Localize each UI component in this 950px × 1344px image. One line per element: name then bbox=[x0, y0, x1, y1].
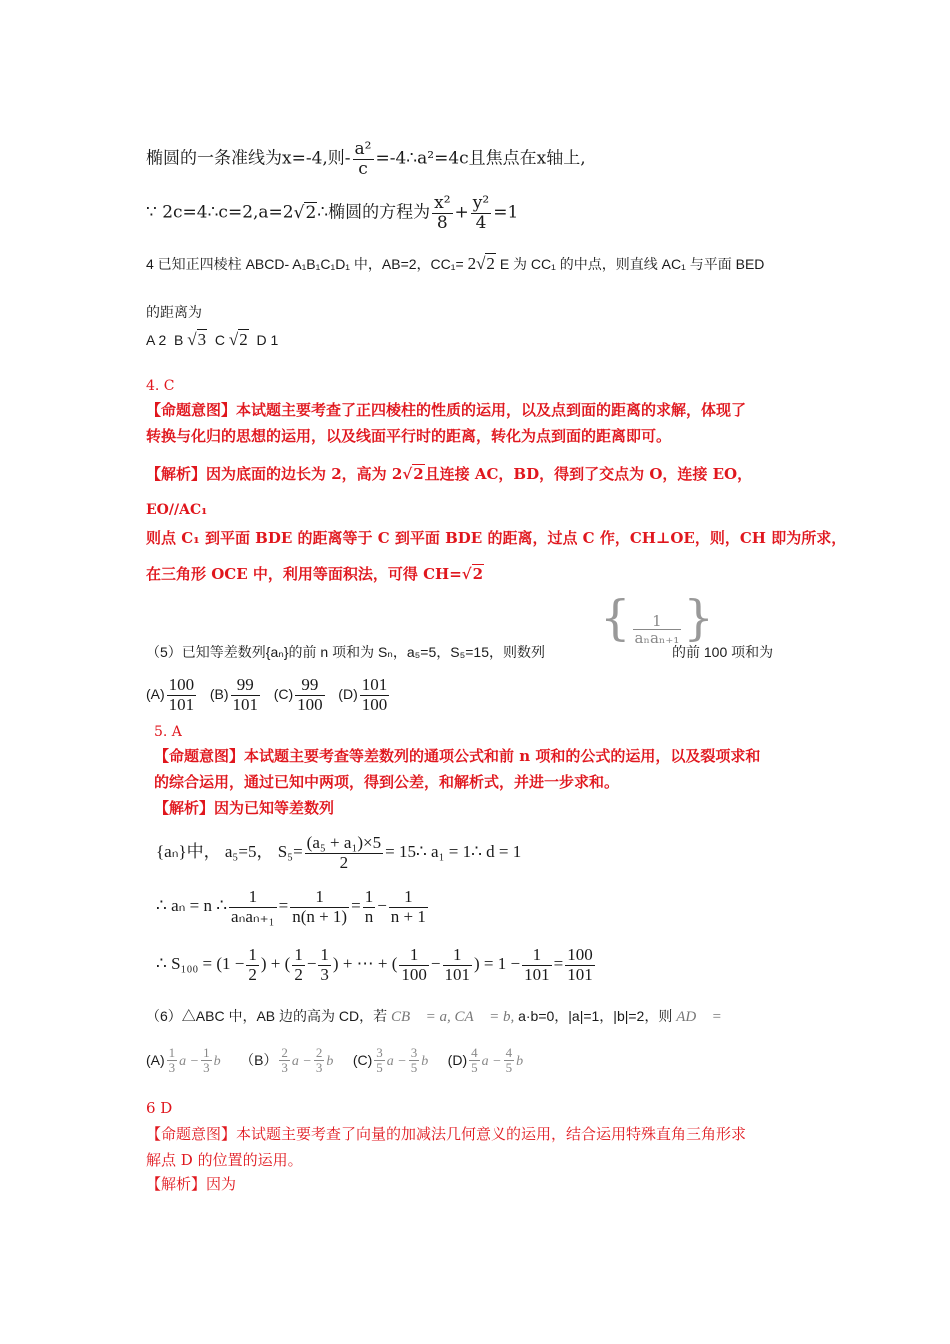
q5-equation-3: ∴ S₁₀₀ = (1 − $\frac{1}{2}$ ) + ( $\frac{1}{2}$ − $\frac{1}{3}$ ) + ⋯ + ( $\frac{1}{100}$ − $\frac{1}{101}$ ) = 1 − $\frac{1}{101}$ = $\frac{100}{101}$ bbox=[156, 945, 593, 984]
q6-options bbox=[146, 1046, 523, 1076]
option-c: (C) $\frac{99}{100}$ bbox=[273, 675, 323, 714]
q6-intent-1: 【命题意图】本试题主要考查了向量的加减法几何意义的运用，结合运用特殊直角三角形求 bbox=[146, 1125, 747, 1143]
q5-equation-2: ∴ aₙ = n ∴ $\frac{1}{\text{aₙaₙ₊₁}}$ = $\frac{1}{n(n + 1)}$ = $\frac{1}{n}$ − $\frac{1}{n + 1}$ bbox=[156, 887, 426, 926]
option-b: （B） $\frac{2}{3}$ a − $\frac{2}{3}$ b bbox=[240, 1045, 334, 1076]
q5-stem bbox=[146, 642, 545, 662]
option-a: A 2 bbox=[146, 332, 167, 348]
q4-solution-4: 在三角形 OCE 中，利用等面积法，可得 CH=√2 bbox=[146, 565, 484, 583]
q6-intent-2: 解点 D 的位置的运用。 bbox=[146, 1151, 303, 1169]
option-d: D 1 bbox=[256, 332, 279, 348]
q5-solution-head: 【解析】因为已知等差数列 bbox=[154, 799, 335, 817]
q5-options bbox=[146, 676, 391, 714]
text: （5）已知等差数列{aₙ}的前 n 项和为 Sₙ，a₅=5，S₅=15，则数列 bbox=[146, 644, 545, 660]
q4-intent-1: 【命题意图】本试题主要考查了正四棱柱的性质的运用，以及点到面的距离的求解，体现了 bbox=[146, 401, 747, 419]
option-d: (D) $\frac{101}{100}$ bbox=[338, 675, 388, 714]
q6-stem: （6）△ABC 中，AB 边的高为 CD，若 CB⃗ = a, CA⃗ = b, a·b=0，|a|=1，|b|=2，则 AD⃗ = bbox=[146, 1008, 722, 1025]
text: 4 已知正四棱柱 ABCD- A₁B₁C₁D₁ 中，AB=2，CC₁= bbox=[146, 256, 464, 272]
q4-answer: 4. C bbox=[146, 378, 175, 394]
option-c-label: C bbox=[214, 332, 226, 348]
q4-stem bbox=[146, 254, 764, 274]
option-c: (C) $\frac{3}{5}$ a − $\frac{3}{5}$ b bbox=[352, 1045, 429, 1076]
ellipse-line-1 bbox=[146, 140, 586, 178]
cc1-value: 2√2 bbox=[467, 254, 495, 273]
q4-intent-2: 转换与化归的思想的运用，以及线面平行时的距离，转化为点到面的距离即可。 bbox=[146, 427, 672, 445]
option-c-value: √2 bbox=[228, 330, 248, 349]
q5-intent-2: 的综合运用，通过已知中两项，得到公差，和解析式，并进一步求和。 bbox=[154, 773, 620, 791]
q6-answer: 6 D bbox=[146, 1099, 173, 1117]
fraction: $\frac{\text{x²}}{8}$ bbox=[434, 193, 451, 233]
q5-sequence-set bbox=[600, 590, 714, 647]
sequence-fraction: $\frac{1}{\text{aₙaₙ₊₁}}$ bbox=[634, 611, 680, 647]
fraction: $\frac{\text{(a₅ + a₁)×5}}{2}$ bbox=[306, 833, 382, 872]
q4-stem-2: 的距离为 bbox=[146, 304, 202, 320]
option-a: (A) $\frac{1}{3}$ a − $\frac{1}{3}$ b bbox=[146, 1045, 221, 1076]
q4-solution-2: EO//AC₁ bbox=[146, 502, 208, 518]
sqrt: √2 bbox=[293, 202, 317, 223]
option-d: (D) $\frac{4}{5}$ a − $\frac{4}{5}$ b bbox=[447, 1045, 524, 1076]
text: ∵ 2c=4∴c=2,a=2 bbox=[146, 202, 294, 223]
option-b: (B) $\frac{99}{101}$ bbox=[209, 675, 259, 714]
q5-intent-1: 【命题意图】本试题主要考查等差数列的通项公式和前 n 项和的公式的运用，以及裂项求和 bbox=[154, 747, 761, 765]
q4-solution-1: 【解析】因为底面的边长为 2，高为 2√2且连接 AC，BD，得到了交点为 O，连接 EO， bbox=[146, 465, 753, 483]
vector-condition: CB⃗ = a, CA⃗ = b, bbox=[391, 1009, 515, 1025]
q5-stem-2: 的前 100 项和为 bbox=[672, 644, 774, 660]
option-a: (A) $\frac{100}{101}$ bbox=[146, 675, 195, 714]
q5-answer: 5. A bbox=[154, 724, 182, 740]
q5-equation-1: {aₙ}中， a₅=5， S₅= $\frac{\text{(a₅ + a₁)×5}}{2}$ = 15∴ a₁ = 1∴ d = 1 bbox=[156, 833, 522, 872]
right-brace-icon: } bbox=[683, 590, 714, 646]
fraction: $\frac{\text{a²}}{c}$ bbox=[354, 139, 372, 179]
ellipse-line-2: ∵ 2c=4∴c=2,a=2√2∴椭圆的方程为 $\frac{\text{x²}}{8}$ + $\frac{\text{y²}}{4}$ =1 bbox=[146, 193, 519, 233]
text: E 为 CC₁ 的中点，则直线 AC₁ 与平面 BED bbox=[499, 256, 765, 272]
left-brace-icon: { bbox=[600, 590, 631, 646]
text: ∴椭圆的方程为 bbox=[317, 202, 431, 223]
option-b-label: B bbox=[174, 332, 184, 348]
q4-options bbox=[146, 330, 278, 350]
vector-ad: AD⃗ = bbox=[676, 1009, 722, 1025]
text: 椭圆的一条准线为x=-4,则- bbox=[146, 148, 351, 169]
text: =-4∴a²=4c且焦点在x轴上, bbox=[375, 148, 586, 169]
q4-solution-3: 则点 C₁ 到平面 BDE 的距离等于 C 到平面 BDE 的距离，过点 C 作，CH⊥OE，则，CH 即为所求， bbox=[146, 529, 847, 547]
q6-solution-head: 【解析】因为 bbox=[146, 1175, 237, 1193]
fraction: $\frac{\text{y²}}{4}$ bbox=[472, 193, 490, 233]
option-b-value: √3 bbox=[187, 330, 207, 349]
